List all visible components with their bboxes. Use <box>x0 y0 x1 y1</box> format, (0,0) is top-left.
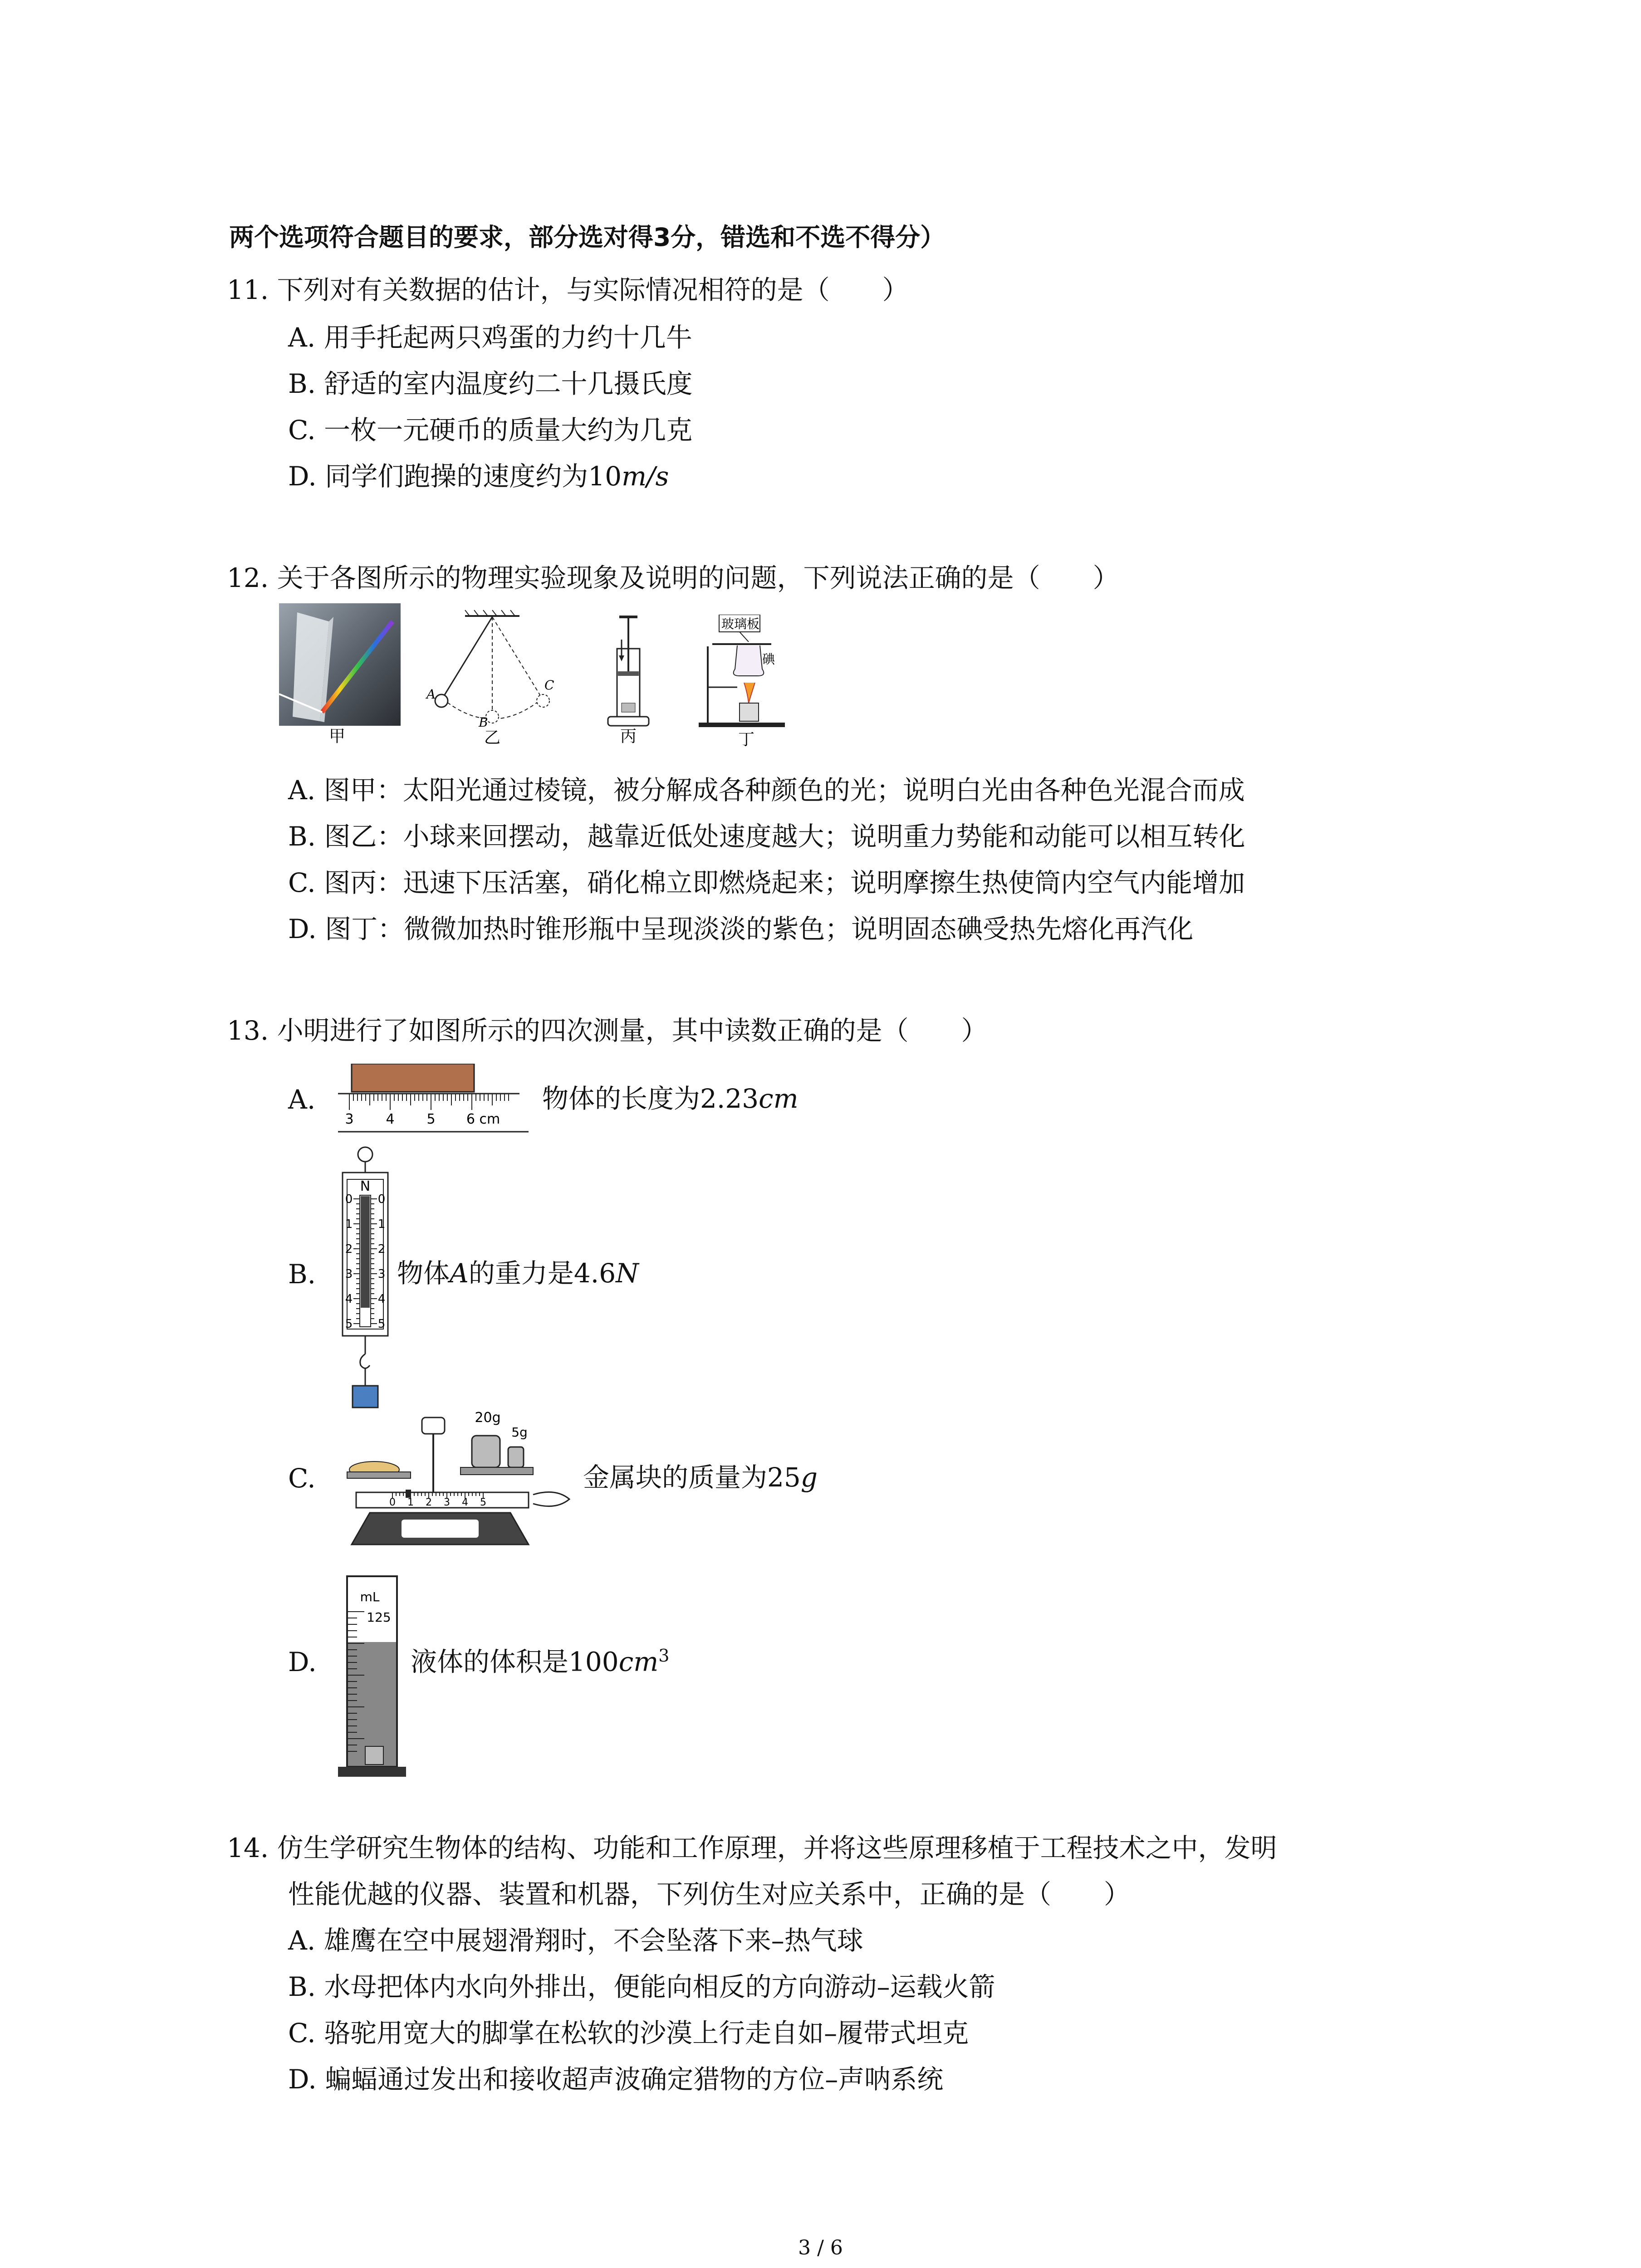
piston-figure <box>599 612 658 744</box>
q13-option-a-text <box>542 1083 798 1115</box>
ruler-figure <box>338 1064 538 1136</box>
beam-tick-label: 2 <box>426 1497 432 1508</box>
q13-option-c-text <box>583 1462 818 1494</box>
q11-option-d-text: D. 同学们跑操的速度约为10 <box>288 461 622 492</box>
q12-option-a: A. 图甲：太阳光通过棱镜，被分解成各种颜色的光；说明白光由各种色光混合而成 <box>288 775 1245 806</box>
iodine-diagram <box>694 615 803 746</box>
ruler-tick-3: 3 <box>345 1111 354 1127</box>
fig-label-yi: 乙 <box>484 728 501 744</box>
q13-b-unit: N <box>616 1258 639 1289</box>
q11-option-a: A. 用手托起两只鸡蛋的力约十几牛 <box>288 322 692 353</box>
q13-a-value: 物体的长度为2.23 <box>542 1083 759 1114</box>
prism-figure <box>279 603 401 744</box>
beam-tick-label: 1 <box>407 1497 414 1508</box>
balance-diagram <box>338 1408 578 1563</box>
page-number: 3 / 6 <box>798 2236 843 2259</box>
q14-option-d: D. 蝙蝠通过发出和接收超声波确定猎物的方位–声呐系统 <box>288 2064 944 2095</box>
label-iodine: 碘 <box>762 652 775 667</box>
prism-image <box>279 603 401 744</box>
balance-figure <box>338 1408 578 1563</box>
spring-tick-label-right: 2 <box>377 1242 386 1256</box>
q12-stem: 12. 关于各图所示的物理实验现象及说明的问题，下列说法正确的是（ ） <box>227 562 1119 593</box>
q13-d-value: 液体的体积是100 <box>411 1646 619 1677</box>
beam-rider <box>406 1490 411 1497</box>
q13-c-value: 金属块的质量为25 <box>583 1462 801 1493</box>
q13-b-var: A <box>450 1258 469 1289</box>
ruler-tick-5: 5 <box>426 1111 436 1127</box>
pendulum-figure <box>415 608 565 744</box>
q13-option-b-letter: B. <box>288 1259 316 1290</box>
q13-d-exponent: 3 <box>658 1646 670 1666</box>
weight-20g: 20g <box>475 1410 501 1426</box>
q12-option-d: D. 图丁：微微加热时锥形瓶中呈现淡淡的紫色；说明固态碘受热先熔化再汽化 <box>288 914 1194 944</box>
q13-option-d-letter: D. <box>288 1647 317 1677</box>
cylinder-diagram <box>338 1572 411 1780</box>
q12-option-c: C. 图丙：迅速下压活塞，硝化棉立即燃烧起来；说明摩擦生热使筒内空气内能增加 <box>288 867 1245 898</box>
q13-b-pre: 物体 <box>397 1258 450 1289</box>
q13-option-b-text <box>397 1258 639 1290</box>
q14-stem-line2: 性能优越的仪器、装置和机器，下列仿生对应关系中，正确的是（ ） <box>288 1879 1131 1910</box>
q11-option-b: B. 舒适的室内温度约二十几摄氏度 <box>288 368 693 399</box>
spring-tick-label-right: 0 <box>377 1193 386 1206</box>
q14-option-b: B. 水母把体内水向外排出，便能向相反的方向游动–运载火箭 <box>288 1971 995 2002</box>
pendulum-point-a: A <box>426 687 436 702</box>
spring-tick-label-left: 1 <box>345 1217 353 1231</box>
spring-tick-label-left: 2 <box>345 1242 353 1256</box>
pendulum-diagram <box>415 608 565 744</box>
section-header: 两个选项符合题目的要求，部分选对得3分，错选和不选不得分） <box>229 223 945 252</box>
spring-tick-label-right: 1 <box>377 1217 386 1231</box>
q12-option-b: B. 图乙：小球来回摆动，越靠近低处速度越大；说明重力势能和动能可以相互转化 <box>288 821 1245 852</box>
q14-stem-line1: 14. 仿生学研究生物体的结构、功能和工作原理，并将这些原理移植于工程技术之中，发明 <box>227 1833 1277 1863</box>
cylinder-unit: mL <box>360 1589 380 1604</box>
q14-option-a: A. 雄鹰在空中展翅滑翔时，不会坠落下来–热气球 <box>288 1925 863 1956</box>
spring-tick-label-right: 4 <box>377 1292 386 1306</box>
beam-tick-label: 0 <box>389 1497 396 1508</box>
q13-stem: 13. 小明进行了如图所示的四次测量，其中读数正确的是（ ） <box>227 1015 988 1046</box>
spring-tick-label-left: 4 <box>345 1292 353 1306</box>
fig-label-jia: 甲 <box>328 727 346 744</box>
ruler-tick-6: 6 cm <box>466 1111 500 1127</box>
q13-c-unit: g <box>800 1462 818 1493</box>
spring-unit: N <box>360 1178 371 1194</box>
spring-tick-label-right: 5 <box>377 1317 386 1331</box>
q11-option-d <box>288 461 669 493</box>
iodine-figure <box>694 615 803 746</box>
label-glass-plate: 玻璃板 <box>721 616 760 631</box>
q13-option-a-letter: A. <box>288 1084 316 1115</box>
spring-scale-figure <box>333 1145 397 1408</box>
spring-tick-label-left: 5 <box>345 1317 353 1331</box>
fig-label-bing: 丙 <box>620 727 637 744</box>
spring-tick-label-right: 3 <box>377 1267 386 1281</box>
q13-a-unit: cm <box>759 1083 798 1114</box>
q13-d-unit: cm <box>618 1646 659 1677</box>
fig-label-ding: 丁 <box>738 730 755 746</box>
pendulum-point-c: C <box>544 678 554 693</box>
q11-stem: 11. 下列对有关数据的估计，与实际情况相符的是（ ） <box>227 274 909 305</box>
pendulum-point-b: B <box>479 715 488 730</box>
piston-diagram <box>599 612 658 744</box>
beam-tick-label: 4 <box>462 1497 468 1508</box>
ruler-tick-4: 4 <box>386 1111 395 1127</box>
q13-option-d-text <box>411 1646 669 1678</box>
ruler-diagram <box>338 1064 538 1136</box>
q13-b-mid: 的重力是4.6 <box>468 1258 616 1289</box>
q11-option-c: C. 一枚一元硬币的质量大约为几克 <box>288 415 693 445</box>
beam-tick-label: 5 <box>480 1497 486 1508</box>
spring-tick-label-left: 3 <box>345 1267 353 1281</box>
cylinder-figure <box>338 1572 411 1780</box>
weight-5g: 5g <box>511 1425 528 1440</box>
q11-option-d-unit: m/s <box>622 461 669 492</box>
q13-option-c-letter: C. <box>288 1463 316 1494</box>
spring-tick-label-left: 0 <box>345 1193 353 1206</box>
beam-tick-label: 3 <box>444 1497 450 1508</box>
q14-option-c: C. 骆驼用宽大的脚掌在松软的沙漠上行走自如–履带式坦克 <box>288 2018 969 2048</box>
spring-scale-diagram <box>333 1145 397 1408</box>
cylinder-tick-125: 125 <box>367 1610 391 1625</box>
